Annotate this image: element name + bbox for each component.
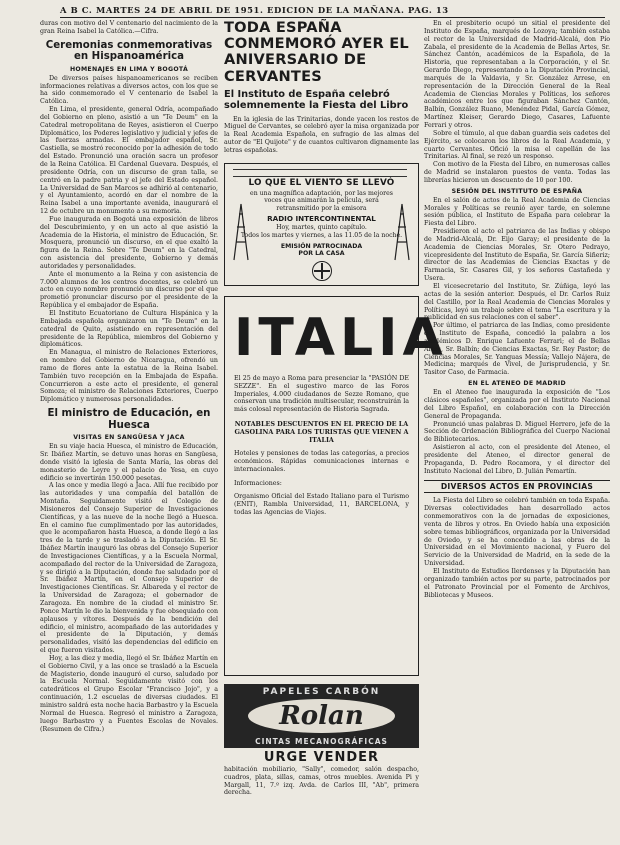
section-title-ministro: El ministro de Educación, en Huesca [47,408,211,431]
radio-schedule-detail: Todos los martes y viernes, a las 11.05 de la noche. [240,231,403,239]
column-right [424,20,610,599]
radio-advertisement [224,163,419,286]
article-paragraph: Con motivo de la Fiesta del Libro, en numerosas calles de Madrid se instalaron puestos de venta. Todas las librerías hicieron un descuento de 10 por 100. [424,161,610,184]
bayer-cross-icon [312,261,332,281]
radio-ad-body: en una magnífica adaptación, por las mejores voces que animarán la película, será retransmitido por la emisora [250,189,393,213]
classified-title: URGE VENDER [263,749,380,765]
article-paragraph: De diversos países hispanoamericanos se reciben informaciones relativas a diversos actos, con los que se ha sido conmemorado el V centenario de Isabel la Católica. [40,74,218,106]
radio-ad-headline: LO QUE EL VIENTO SE LLEVÓ [248,177,395,188]
subheading-lima-bogota: HOMENAJES EN LIMA Y BOGOTÁ [69,65,189,73]
article-paragraph: Fue inaugurada en Bogotá una exposición de libros del Descubrimiento, y en un acto al que asistió la Academia de la Historia, el ministro de Educación, Sr. Mosquera, pronunció un discurso, en el que exaltó la figura de la Reina. Sobre "Te Deum" en la Catedral, con asistencia del presidente, Gobierno y demás autoridades y personalidades. [40,215,218,270]
article-paragraph: El vicesecretario del Instituto, Sr. Zúñiga, leyó las actas de la sesión anterior. Después, el Dr. Carlos Ruiz del Castillo, por la Real Academia de Ciencias Morales y Políticas, leyó un trabajo sobre el tema "La escritura y la publicidad en sus relaciones con el saber". [424,283,610,322]
article-paragraph: En el presbiterio ocupó un sitial el presidente del Instituto de España, marqués de Lozoya; también estaba el rector de la Universidad de Madrid-Alcalá, don Pío Zabala, el presidente de la Academia de Bellas Artes, Sr. Sánchez Cantón, académicos de la Española, de la Historia, que representaban a la Corporación, y el Sr. Gerardo Diego, representando a la Diputación Provincial, marqués de la Valdavia, y Sr. González Arrese, en representación de la Dirección General de la Real Academia de Ciencias Morales y Políticas, los señores académicos entre los que figuraban Sánchez Cantón, Balbín, González Ruano, Menéndez Pidal, García Gómez, Martínez Kleiser, Gerardo Diego, Casares, Lafuente Ferrari y otros. [424,20,610,129]
page-header: A B C. MARTES 24 DE ABRIL DE 1951. EDICION DE LA MAÑANA. PAG. 13 [60,5,605,18]
sponsor-line: POR LA CASA [298,250,345,258]
subheading-sesion-instituto: SESIÓN DEL INSTITUTO DE ESPAÑA [451,187,583,195]
rolan-brand-logo: Rolan [248,699,395,733]
article-paragraph: En la iglesia de las Trinitarias, donde yacen los restos de Miguel de Cervantes, se celebró ayer la misa organizada por la Real Academia Española, en sufragio de las almas del autor de "El Quijote" y de cuantos cultivaron dignamente las letras españolas. [224,115,419,154]
article-paragraph: La Fiesta del Libro se celebró también en toda España. Diversas colectividades han desarrollado actos conmemorativos con la de jornadas de exposiciones, venta de libros y otros. En Oviedo había una exposición sobre temas bibliográficos, organizada por la Universidad de Oviedo, y se ha concedido a las obras de la Universidad en el Movimiento nacional, y Fuero del Servicio de la Universidad de Madrid, en la sede de la Universidad. [424,497,610,568]
italia-advertisement [224,296,448,676]
article-paragraph: En Managua, el ministro de Relaciones Exteriores, en nombre del Gobierno de Nicaragua, ofrendó un ramo de flores ante la estatua de la Reina Isabel. También tuvo recepción en la Embajada de España. Concurrieron a este acto el presidente, el general Somoza; el ministro de Relaciones Exteriores, Cuerpo Diplomático y numerosas personalidades. [40,349,218,404]
subheading-ateneo: EN EL ATENEO DE MADRID [468,380,566,388]
classified-text: habitación mobiliario, "Sally", comedor, salón despacho, cuadros, plata, sillas, camas, otros muebles. Avenida Pi y Margall, 11, 7.º izq. Avda. de Carlos III, "Ab", primera derecha. [224,765,419,797]
article-paragraph: Asistieron al acto, con el presidente del Ateneo, el presidente del Ateneo, el director general de Propaganda, D. Pedro Rocamora, y el director del Instituto Nacional del Libro, D. Julián Pemartín. [424,444,610,475]
radio-schedule: Hoy, martes, quinto capítulo. [276,223,367,231]
section-title-provincias: DIVERSOS ACTOS EN PROVINCIAS [440,482,594,492]
article-paragraph: Por último, el patriarca de las Indias, como presidente del Instituto de España, concedió la palabra a los académicos D. Enrique Lafuente Ferrari; el de Bellas Artes, Sr. Balbín; de Ciencias Exactas, Sr. Rey Pastor; de Ciencias Morales, Sr. Yanguas Messía; Vallejo Nájera, de Medicina; marqués de Vivel, de Jurisprudencia, y Sr. Tasitor Caso, de Farmacia. [424,322,610,377]
italia-ad-text: El 25 de mayo a Roma para presenciar la "PASIÓN DE SEZZE". En el sugestivo marco de las Foros Imperiales, 4.000 ciudadanos de Sezze Romano, que conservan una tradición multisecular, reconstruirán la más colosal representación de Historia Sagrada. [234,374,409,414]
subheading-sanguesa-jaca: VISITAS EN SANGÜESA Y JACA [73,434,185,442]
article-paragraph: Ante el monumento a la Reina y con asistencia de 7.000 alumnos de los centros docentes, se celebró un acto en cuyo nombre pronunció un discurso por el que prometió pronunciar discurso por el presidente de la República y el embajador de España. [40,270,218,310]
italia-ad-contact: Organismo Oficial del Estado Italiano para el Turismo (ENIT), Rambla Universidad, 11, BARCELONA, y todas las Agencias de Viajes. [234,493,409,517]
article-paragraph: Presidieron el acto el patriarca de las Indias y obispo de Madrid-Alcalá, Dr. Eijo Garay; el presidente de la Academia de Ciencias Morales, Sr. Otero Pedrayo, vicepresidente del Instituto de España, Sr. García Siñeriz; director de las Academias de Ciencias Exactas y de Farmacia, Sr. Casares Gil, y los señores Castañeda y Usera. [424,228,610,283]
section-title-ceremonias: Ceremonias conmemorativas en Hispanoamérica [45,39,213,63]
article-paragraph: En su viaje hacia Huesca, el ministro de Educación, Sr. Ibáñez Martín, se detuvo unas horas en Sangüesa, donde visitó la iglesia de Santa María, las obras del monasterio de Leyre y el palacio de Yesa, en cuyo edificio se invertirán 150.000 pesetas. [40,443,218,482]
article-paragraph: Hoy, a las diez y media, llegó el Sr. Ibáñez Martín en el Gobierno Civil, y a las once se trasladó a la Escuela de Magisterio, donde inauguró el curso, saludado por la Escuela Normal. Seguidamente visitó con los catedráticos el Grupo Escolar "Francisco Jojo", y a continuación, 1.2 escuelas de diversas ciudades. El ministro saldrá esta noche hacia Barbastro y la Escuela Normal de Huesca. Regresó el ministro a Zaragoza, luego Barbastro y a Fuentes Escolas de Novales. (Resumen de Cifra.) [40,654,218,733]
italia-ad-title: ITALIA [234,307,448,368]
radio-tower-icon [231,202,251,262]
sponsor-line: EMISIÓN PATROCINADA [280,242,363,250]
article-paragraph: Sobre el túmulo, al que daban guardia seis cadetes del Ejército, se colocaron los libros de la Real Academia, y cuarto Cervantes. Ofició la misa el capellán de las Trinitarias. Al final, se rezó un responso. [424,129,610,161]
column-left [40,20,218,733]
article-paragraph: El Instituto de Estudios Ilerdenses y la Diputación han organizado también actos por su parte, patrocinados por el Patronato Provincial por el Fomento de Archivos, Bibliotecas y Museos. [424,568,610,599]
main-headline: TODA ESPAÑA CONMEMORÓ AYER EL ANIVERSARIO DE CERVANTES [224,19,409,85]
article-paragraph: El Instituto Ecuatoriano de Cultura Hispánica y la Embajada española organizaron un "Te Deum" en la catedral de Quito, asistiendo en representación del presidente de la República, miembros del Gobierno y diplomáticos. [40,310,218,349]
rolan-ad-top: PAPELES CARBÓN [262,686,381,697]
article-paragraph: En el Ateneo fue inaugurada la exposición de "Los clásicos españoles", organizada por el Instituto Nacional del Libro Español, en colaboración con la Dirección General de Propaganda. [424,389,610,420]
italia-ad-gasoline-notice: NOTABLES DESCUENTOS EN EL PRECIO DE LA GASOLINA PARA LOS TURISTAS QUE VIENEN A ITALIA [234,420,409,445]
italia-ad-info-label: Informaciones: [234,479,282,487]
italia-ad-text: Hoteles y pensiones de todas las categorías, a precios económicos. Rápidas comunicaciones internas e internacionales. [234,450,409,473]
main-subheadline: El Instituto de España celebró solemnemente la Fiesta del Libro [224,88,409,112]
radio-tower-icon [392,202,412,262]
article-paragraph: En el salón de actos de la Real Academia de Ciencias Morales y Políticas se reunió ayer tarde, en solemne sesión pública, el Instituto de España para celebrar la Fiesta del Libro. [424,196,610,228]
rolan-ad-bottom: CINTAS MECANOGRÁFICAS [255,736,388,746]
column-center [224,19,448,797]
radio-station-name: RADIO INTERCONTINENTAL [267,213,376,223]
boxed-section-heading [424,480,610,493]
article-paragraph: A las once y media llegó a Jaca. Allí fue recibido por las autoridades y una compañía del batallón de Montaña. Seguidamente visitó el Colegio de Misioneros del Consejo Superior de Investigaciones Científicas, y a las nueve de la noche llegó a Huesca. En el camino fue cumplimentado por las autoridades, que le acompañaron hasta Huesca, a donde llegó a las tres de la tarde y se trasladó a la Diputación. El Sr. Ibáñez Martín inauguró las obras del Consejo Superior de Investigaciones Científicas, y a la Escuela Normal, acompañado del rector de la Universidad de Zaragoza, y se dirigió a la Diputación, donde fue saludado por el Sr. Ibáñez Martín, en el Consejo Superior de Investigaciones Científicas. Sr. Albareda y el rector de la Universidad de Zaragoza; el gobernador de Zaragoza. En nombre de la ciudad el ministro Sr. Ponce Martín le dio la bienvenida y fue obsequiado con aplausos y vítores. Después de la bendición del edificio, el ministro, acompañado de las autoridades y el presidente de la Diputación, y demás personalidades, visitó las dependencias del edificio en el que fueron visitados. [40,482,218,655]
article-paragraph: En Lima, el presidente, general Odría, acompañado del Gobierno en pleno, asistió a un "Te Deum" en la Catedral metropolitana de Reyes, asistieron el Cuerpo Diplomático, los Poderes legislativo y judicial y jefes de las fuerzas armadas. El embajador español, Sr. Castiella, se mostró reconocido por la adhesión de todo del Estado. Pronunció una oración sacra un profesor de la Reina Católica. El Cardenal Guevara. Después, el presidente Odría, con un discurso de gran talla, se centró en la padre patria y el jefe del Estado español. La Universidad de San Marcos se adhirió al centenario, y el Ayuntamiento, acordó en dar el nombre de la Reina Isabel a una importante avenida, inaugurará el 12 de octubre un monumento a su memoria. [40,106,218,216]
rolan-advertisement [224,684,419,748]
radio-sponsor [229,243,414,258]
intro-paragraph: duras con motivo del V centenario del nacimiento de la gran Reina Isabel la Católica.—Cifra. [40,20,218,35]
decorative-wave-border [233,169,407,177]
article-paragraph: Pronunció unas palabras D. Miguel Herrero, jefe de la Sección de Ordenación Bibliográfica del Cuerpo Nacional de Bibliotecarios. [424,420,610,444]
